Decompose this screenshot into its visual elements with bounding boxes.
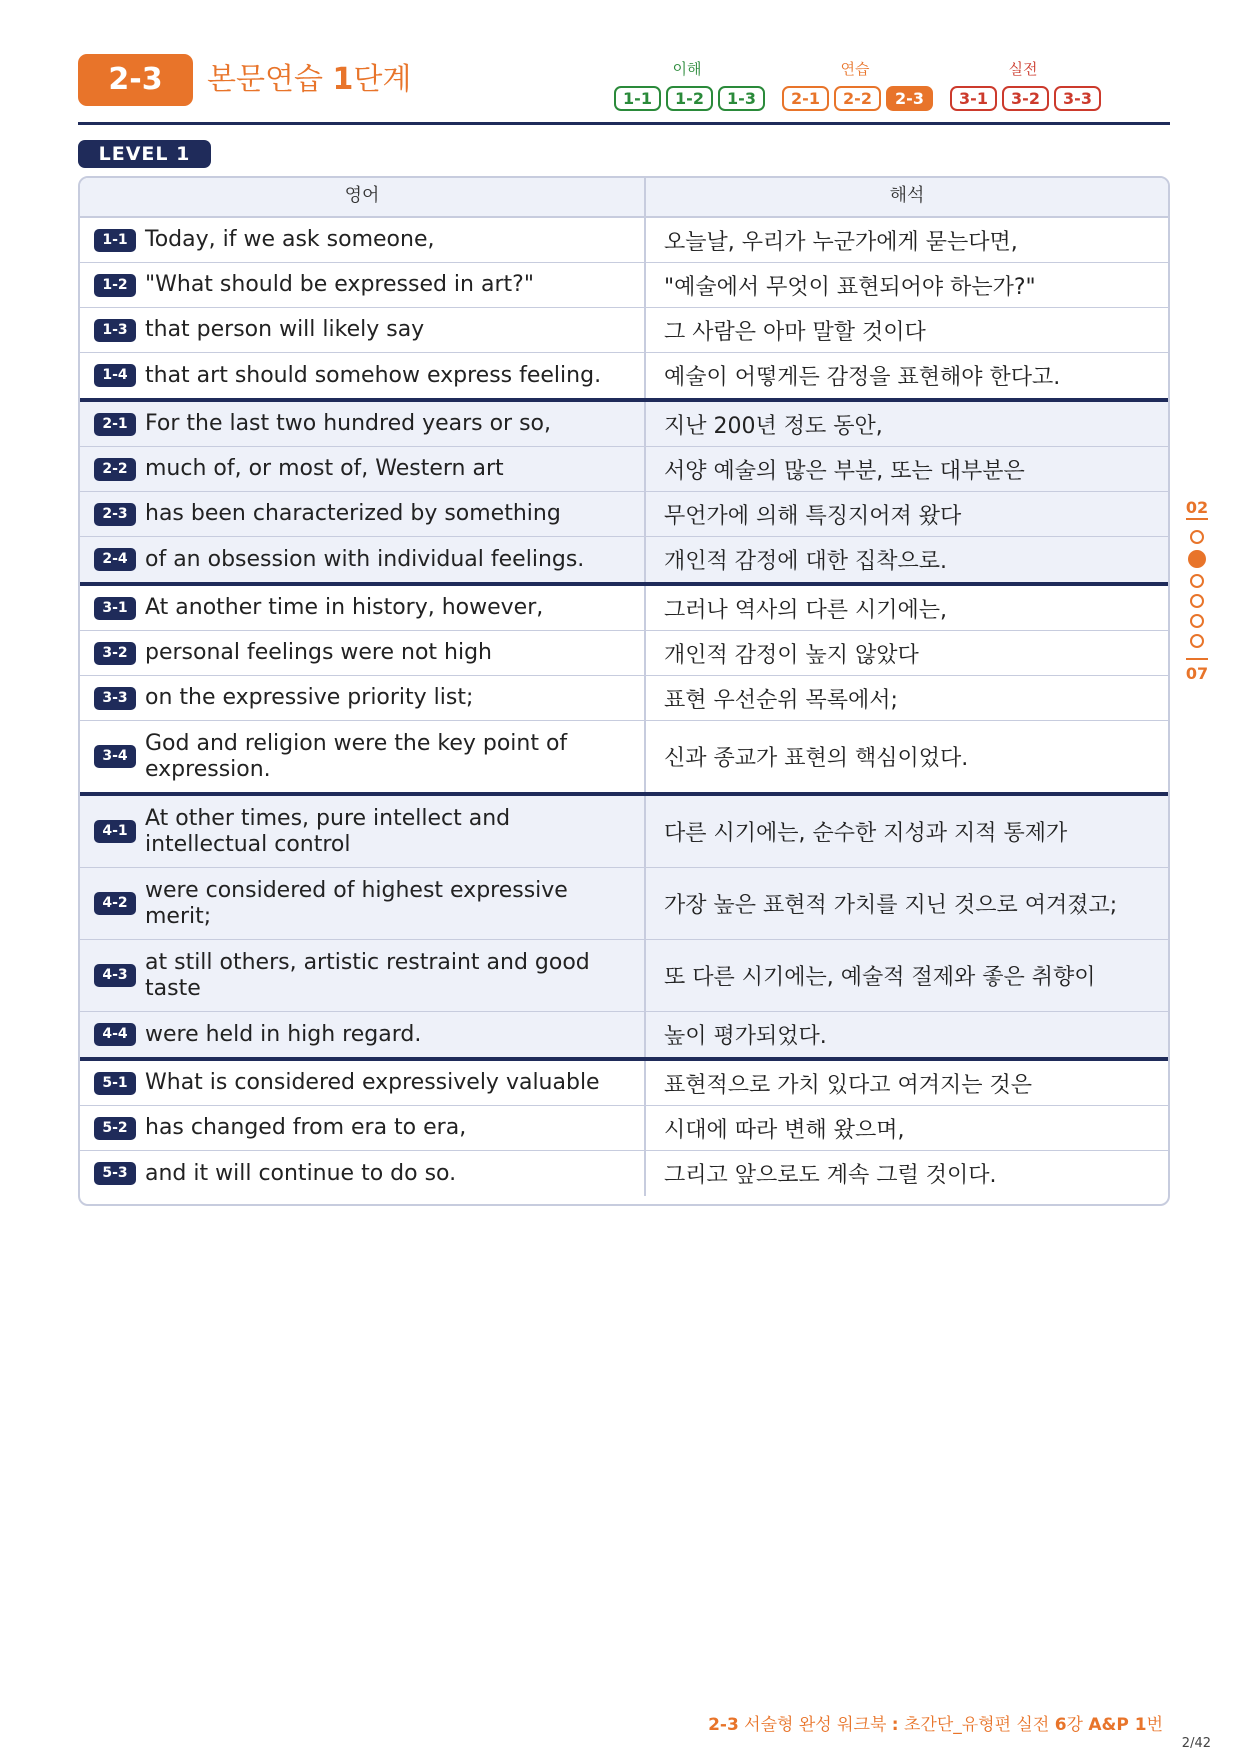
sentence-group-4 <box>80 792 1168 1057</box>
header-divider <box>78 122 1170 125</box>
row-tag: 5-2 <box>94 1117 136 1140</box>
progress-dot[interactable] <box>1190 574 1204 588</box>
step-2-3-active[interactable]: 2-3 <box>886 86 933 111</box>
row-tag: 2-2 <box>94 458 136 481</box>
step-2-1[interactable]: 2-1 <box>782 86 829 111</box>
english-text: Today, if we ask someone, <box>145 227 435 252</box>
korean-text: 시대에 따라 변해 왔으며, <box>664 1117 905 1143</box>
progress-dot-active[interactable] <box>1188 550 1206 568</box>
table-row <box>80 721 1168 792</box>
english-text: For the last two hundred years or so, <box>145 411 552 436</box>
english-text: What is considered expressively valuable <box>145 1070 600 1095</box>
table-row <box>80 308 1168 353</box>
step-1-3[interactable]: 1-3 <box>718 86 765 111</box>
table-row <box>80 1106 1168 1151</box>
english-text: "What should be expressed in art?" <box>145 272 534 297</box>
column-header-korean: 해석 <box>889 185 925 206</box>
table-row <box>80 402 1168 447</box>
english-text: of an obsession with individual feelings. <box>145 546 585 572</box>
korean-text: 무언가에 의해 특징지어져 왔다 <box>664 503 962 529</box>
step-group-label: 연습 <box>840 60 870 78</box>
sentence-group-2 <box>80 398 1168 582</box>
page-number: 2/42 <box>1181 1736 1211 1751</box>
progress-dot[interactable] <box>1190 594 1204 608</box>
table-row <box>80 796 1168 868</box>
row-tag: 4-4 <box>94 1023 136 1046</box>
row-tag: 4-2 <box>94 892 136 915</box>
row-tag: 1-4 <box>94 364 136 387</box>
korean-text: "예술에서 무엇이 표현되어야 하는가?" <box>664 274 1036 300</box>
korean-text: 가장 높은 표현적 가치를 지닌 것으로 여겨졌고; <box>664 893 1118 918</box>
row-tag: 2-1 <box>94 413 136 436</box>
english-text: much of, or most of, Western art <box>145 456 504 481</box>
level-badge: LEVEL 1 <box>78 140 211 168</box>
korean-text: 또 다른 시기에는, 예술적 절제와 좋은 취향이 <box>664 965 1096 990</box>
korean-text: 예술이 어떻게든 감정을 표현해야 한다고. <box>664 365 1061 390</box>
korean-text: 지난 200년 정도 동안, <box>664 413 883 439</box>
row-tag: 5-1 <box>94 1072 136 1095</box>
progress-dot[interactable] <box>1190 634 1204 648</box>
table-row <box>80 537 1168 582</box>
step-group-label: 이해 <box>672 60 702 78</box>
progress-dot[interactable] <box>1190 530 1204 544</box>
page-title: 본문연습 1단계 <box>207 62 412 97</box>
table-row <box>80 492 1168 537</box>
step-3-1[interactable]: 3-1 <box>950 86 997 111</box>
row-tag: 1-1 <box>94 229 136 252</box>
column-header-english: 영어 <box>80 178 646 216</box>
korean-text: 그 사람은 아마 말할 것이다 <box>664 319 926 345</box>
sentence-group-1 <box>80 218 1168 398</box>
english-text: personal feelings were not high <box>145 640 493 665</box>
row-tag: 2-4 <box>94 548 136 571</box>
side-progress-nav <box>1182 498 1212 708</box>
step-1-2[interactable]: 1-2 <box>666 86 713 111</box>
table-row <box>80 631 1168 676</box>
korean-text: 오늘날, 우리가 누군가에게 묻는다면, <box>664 229 1018 255</box>
row-tag: 3-3 <box>94 687 136 710</box>
table-row <box>80 263 1168 308</box>
side-nav-bar <box>1186 658 1208 660</box>
step-navigation <box>610 60 1170 120</box>
progress-dot[interactable] <box>1190 614 1204 628</box>
table-row <box>80 940 1168 1012</box>
side-nav-end: 07 <box>1185 664 1209 683</box>
korean-text: 다른 시기에는, 순수한 지성과 지적 통제가 <box>664 821 1068 846</box>
english-text: on the expressive priority list; <box>145 685 474 710</box>
row-tag: 4-3 <box>94 964 136 987</box>
table-row <box>80 1151 1168 1196</box>
section-badge: 2-3 <box>78 54 193 106</box>
side-nav-start: 02 <box>1185 498 1209 517</box>
row-tag: 3-1 <box>94 597 136 620</box>
korean-text: 개인적 감정이 높지 않았다 <box>664 642 919 668</box>
english-text: has changed from era to era, <box>145 1115 467 1140</box>
korean-text: 개인적 감정에 대한 집착으로. <box>664 549 947 574</box>
table-row <box>80 676 1168 721</box>
sentence-group-3 <box>80 582 1168 792</box>
english-text: At another time in history, however, <box>145 595 544 620</box>
row-tag: 1-2 <box>94 274 136 297</box>
english-text: were considered of highest expressive merit; <box>145 877 568 929</box>
row-tag: 1-3 <box>94 319 136 342</box>
table-row <box>80 353 1168 398</box>
step-3-2[interactable]: 3-2 <box>1002 86 1049 111</box>
table-row <box>80 1061 1168 1106</box>
korean-text: 그리고 앞으로도 계속 그럴 것이다. <box>664 1163 997 1188</box>
table-row <box>80 586 1168 631</box>
row-tag: 3-2 <box>94 642 136 665</box>
english-text: God and religion were the key point of expression. <box>145 730 568 782</box>
sentence-group-5 <box>80 1057 1168 1196</box>
step-2-2[interactable]: 2-2 <box>834 86 881 111</box>
english-text: has been characterized by something <box>145 501 561 526</box>
step-3-3[interactable]: 3-3 <box>1054 86 1101 111</box>
page-header <box>78 54 1170 126</box>
side-nav-bar <box>1186 518 1208 520</box>
korean-text: 서양 예술의 많은 부분, 또는 대부분은 <box>664 458 1025 484</box>
english-text: and it will continue to do so. <box>145 1160 457 1186</box>
korean-text: 높이 평가되었다. <box>664 1024 827 1049</box>
korean-text: 그러나 역사의 다른 시기에는, <box>664 597 947 623</box>
translation-table <box>78 176 1170 1206</box>
korean-text: 표현적으로 가치 있다고 여겨지는 것은 <box>664 1072 1033 1098</box>
table-header <box>80 178 1168 218</box>
row-tag: 3-4 <box>94 745 136 768</box>
table-row <box>80 447 1168 492</box>
english-text: At other times, pure intellect and intellectual control <box>145 805 511 857</box>
korean-text: 신과 종교가 표현의 핵심이었다. <box>664 746 969 771</box>
english-text: were held in high regard. <box>145 1021 422 1047</box>
row-tag: 5-3 <box>94 1162 136 1185</box>
english-text: that art should somehow express feeling. <box>145 362 602 388</box>
korean-text: 표현 우선순위 목록에서; <box>664 687 898 713</box>
row-tag: 4-1 <box>94 820 136 843</box>
english-text: at still others, artistic restraint and good taste <box>145 949 590 1001</box>
table-row <box>80 1012 1168 1057</box>
row-tag: 2-3 <box>94 503 136 526</box>
step-group-label: 실전 <box>1008 60 1038 78</box>
step-1-1[interactable]: 1-1 <box>614 86 661 111</box>
footer-title: 2-3 서술형 완성 워크북 : 초간단_유형편 실전 6강 A&P 1번 <box>708 1715 1163 1735</box>
table-row <box>80 868 1168 940</box>
english-text: that person will likely say <box>145 317 425 342</box>
table-row <box>80 218 1168 263</box>
